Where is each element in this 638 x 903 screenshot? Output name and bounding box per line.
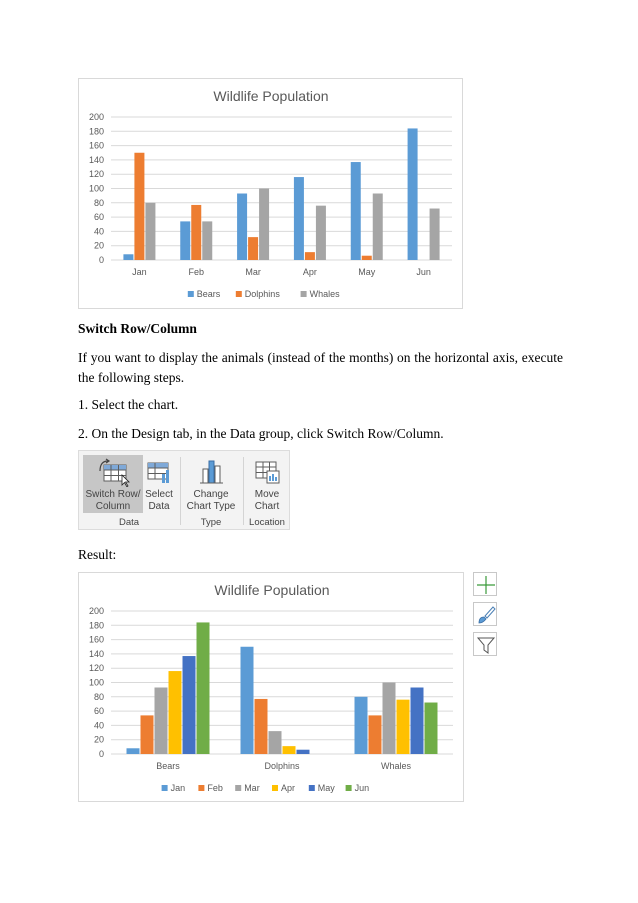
bar [294, 177, 304, 260]
chart-wildlife-by-month[interactable] [78, 78, 463, 309]
bar [123, 254, 133, 260]
y-tick-label: 80 [93, 691, 104, 702]
ribbon-separator-1 [180, 457, 181, 525]
bar [155, 688, 168, 754]
legend-swatch [188, 291, 194, 297]
switch-label-line1: Switch Row/ [85, 489, 141, 500]
bar [430, 209, 440, 260]
bar [305, 252, 315, 260]
x-tick-label: Dolphins [264, 761, 300, 771]
x-tick-label: Feb [188, 267, 205, 277]
select-data-icon [145, 457, 173, 487]
ribbon-design-groups [78, 450, 290, 530]
chart-wildlife-by-animal[interactable] [78, 572, 464, 802]
legend-swatch [309, 785, 315, 791]
select-label-line1: Select [145, 489, 173, 500]
group-label-type: Type [200, 517, 222, 528]
bar [241, 647, 254, 754]
switch-row-column-button[interactable] [83, 455, 143, 513]
bar [411, 688, 424, 754]
legend-label: Jun [354, 783, 370, 793]
legend-label: Jan [170, 783, 186, 793]
y-tick-label: 100 [88, 677, 104, 688]
x-tick-label: Apr [302, 267, 317, 277]
legend-swatch [346, 785, 352, 791]
bar [141, 715, 154, 754]
legend-swatch [162, 785, 168, 791]
legend-label: May [317, 783, 335, 793]
y-tick-label: 100 [88, 183, 104, 194]
bar [316, 206, 326, 260]
bar [259, 189, 269, 261]
legend-swatch [236, 291, 242, 297]
switch-row-column-icon [96, 457, 130, 487]
bar [134, 153, 144, 260]
y-tick-label: 180 [88, 126, 104, 137]
chart-title: Wildlife Population [213, 88, 329, 104]
legend-swatch [198, 785, 204, 791]
bar [202, 221, 212, 260]
y-tick-label: 20 [93, 240, 104, 251]
chart-styles-button[interactable] [473, 602, 497, 626]
y-tick-label: 200 [88, 112, 104, 122]
legend-label: Bears [196, 289, 221, 299]
legend-label: Mar [244, 783, 260, 793]
instruction-paragraph: If you want to display the animals (instead of the months) on the horizontal axis, execute the following steps. [78, 350, 563, 385]
bar [145, 203, 155, 260]
legend-swatch [235, 785, 241, 791]
bar [248, 237, 258, 260]
x-tick-label: Jun [416, 267, 431, 277]
bar [408, 128, 418, 260]
y-tick-label: 140 [88, 648, 104, 659]
y-tick-label: 160 [88, 140, 104, 151]
bar [355, 697, 368, 754]
filter-icon [474, 633, 498, 657]
chart1-svg [79, 79, 464, 310]
bar [369, 715, 382, 754]
legend-label: Feb [207, 783, 223, 793]
group-label-location: Location [249, 517, 285, 528]
move-label-line2: Chart [254, 501, 280, 512]
legend-label: Whales [309, 289, 340, 299]
change-label-line1: Change [193, 489, 229, 500]
bar [283, 746, 296, 754]
chart-title: Wildlife Population [214, 582, 330, 598]
move-chart-button[interactable] [247, 455, 287, 513]
bar [197, 622, 210, 754]
y-tick-label: 140 [88, 154, 104, 165]
chart2-svg [79, 573, 465, 803]
step-2: 2. On the Design tab, in the Data group, click Switch Row/Column. [78, 426, 444, 441]
legend-swatch [272, 785, 278, 791]
y-tick-label: 200 [88, 606, 104, 616]
bar [127, 748, 140, 754]
group-label-data: Data [118, 517, 140, 528]
legend-swatch [301, 291, 307, 297]
bar [362, 256, 372, 260]
y-tick-label: 160 [88, 634, 104, 645]
section-heading: Switch Row/Column [78, 321, 197, 336]
move-label-line1: Move [254, 489, 280, 500]
y-tick-label: 120 [88, 169, 104, 180]
bar [180, 221, 190, 260]
bar [169, 671, 182, 754]
chart-elements-button[interactable] [473, 572, 497, 596]
y-tick-label: 0 [98, 749, 104, 759]
bar [183, 656, 196, 754]
bar [255, 699, 268, 754]
move-chart-icon [253, 457, 281, 487]
bar [397, 700, 410, 754]
bar [383, 683, 396, 755]
plus-icon [474, 573, 498, 597]
x-tick-label: Jan [132, 267, 147, 277]
x-tick-label: May [358, 267, 376, 277]
y-tick-label: 40 [93, 226, 104, 237]
bar [191, 205, 201, 260]
change-chart-type-button[interactable] [185, 455, 237, 513]
result-label: Result: [78, 547, 117, 562]
change-label-line2: Chart Type [186, 501, 236, 512]
bar [373, 194, 383, 260]
bar [425, 703, 438, 754]
chart-filters-button[interactable] [473, 632, 497, 656]
select-label-line2: Data [148, 501, 170, 512]
bar [297, 750, 310, 754]
x-tick-label: Mar [245, 267, 261, 277]
legend-label: Dolphins [244, 289, 280, 299]
y-tick-label: 60 [93, 706, 104, 717]
change-chart-type-icon [197, 457, 225, 487]
switch-label-line2: Column [95, 501, 131, 512]
x-tick-label: Bears [156, 761, 180, 771]
legend-label: Apr [281, 783, 296, 793]
y-tick-label: 80 [93, 197, 104, 208]
brush-icon [474, 603, 498, 627]
step-1: 1. Select the chart. [78, 397, 179, 412]
y-tick-label: 180 [88, 620, 104, 631]
ribbon-separator-2 [243, 457, 244, 525]
select-data-button[interactable] [143, 455, 175, 513]
y-tick-label: 20 [93, 734, 104, 745]
y-tick-label: 0 [98, 255, 104, 265]
y-tick-label: 60 [93, 212, 104, 223]
bar [269, 731, 282, 754]
y-tick-label: 40 [93, 720, 104, 731]
y-tick-label: 120 [88, 663, 104, 674]
x-tick-label: Whales [380, 761, 412, 771]
bar [237, 194, 247, 260]
bar [351, 162, 361, 260]
